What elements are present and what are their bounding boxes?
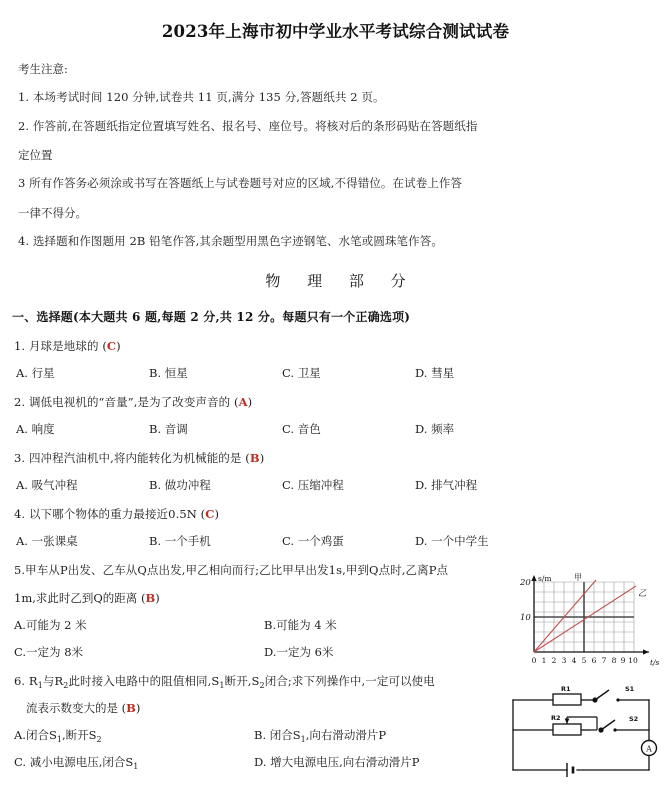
notice-item-2: 2. 作答前,在答题纸指定位置填写姓名、报名号、座位号。将核对后的条形码贴在答题纸指 — [18, 118, 478, 133]
circuit-svg — [505, 682, 663, 782]
x-axis-label: t/s — [650, 658, 660, 667]
question-1-answer: C — [106, 339, 117, 354]
question-6-figure-circuit — [505, 682, 663, 782]
q6-mid-3: 断开,S — [224, 673, 260, 688]
battery — [567, 763, 573, 777]
q6-r1-prefix: 6. R — [14, 673, 38, 688]
y-axis-label: s/m — [538, 574, 552, 583]
question-5-option-b[interactable]: B.可能为 4 米 — [264, 617, 337, 632]
q6-opt-a-mid: ,断开S — [61, 727, 97, 742]
q6-opt-c-pre: C. 减小电源电压,闭合S — [14, 754, 134, 769]
q6-mid-2: 此时接入电路中的阻值相同,S — [68, 673, 220, 688]
notice-item-2-continued: 定位置 — [18, 148, 53, 163]
question-3-answer: B — [249, 451, 260, 466]
q6-sub-s2: 2 — [259, 680, 265, 690]
svg-text:5: 5 — [581, 656, 587, 665]
q6-opt-a-sub2: 2 — [96, 734, 102, 744]
question-2-options — [14, 421, 671, 437]
q6-opt-a-sub1: 1 — [56, 734, 62, 744]
question-4-option-c[interactable]: C. 一个鸡蛋 — [282, 534, 344, 549]
svg-text:10: 10 — [628, 656, 638, 665]
question-6-option-c[interactable] — [14, 754, 254, 770]
st-graph-svg — [512, 570, 664, 672]
question-2-option-b[interactable]: B. 音调 — [149, 422, 188, 437]
question-6-stem-line-2-text: 流表示数变大的是 — [26, 700, 118, 715]
q6-end: 闭合;求下列操作中,一定可以使电 — [264, 673, 435, 688]
switch-s2-contact — [613, 728, 616, 731]
q6-sub-r1: 1 — [37, 680, 43, 690]
question-4-option-d[interactable]: D. 一个中学生 — [415, 534, 489, 549]
q6-opt-c-sub1: 1 — [133, 761, 139, 771]
question-1-number: 1. — [14, 339, 26, 354]
question-5-answer: B — [145, 590, 156, 605]
svg-text:7: 7 — [601, 656, 607, 665]
resistor-r1-label: R1 — [561, 685, 571, 693]
q6-sub-r2: 2 — [63, 680, 69, 690]
q6-opt-b-pre: B. 闭合S — [254, 727, 301, 742]
resistor-r1 — [553, 694, 581, 705]
q6-sub-s1: 1 — [219, 680, 225, 690]
graph-major-gridlines — [534, 582, 634, 652]
question-2-option-a[interactable]: A. 响度 — [16, 422, 55, 437]
svg-text:6: 6 — [591, 656, 597, 665]
question-6-answer: B — [126, 700, 136, 715]
question-3-option-c[interactable]: C. 压缩冲程 — [282, 478, 344, 493]
q6-mid-1: 与R — [42, 673, 64, 688]
svg-text:9: 9 — [620, 656, 626, 665]
slider-arrow — [565, 719, 570, 725]
question-5-option-d[interactable]: D.一定为 6米 — [264, 644, 334, 659]
question-4-answer: C — [205, 507, 215, 522]
question-1-option-c[interactable]: C. 卫星 — [282, 366, 321, 381]
x-axis-arrow — [643, 649, 649, 654]
exam-paper-page — [0, 18, 671, 812]
question-4-options — [14, 533, 671, 549]
svg-text:8: 8 — [611, 656, 617, 665]
q6-opt-b-end: ,向右滑动滑片P — [305, 727, 387, 742]
question-5-option-a[interactable]: A.可能为 2 米 — [14, 617, 87, 632]
question-4-stem: 4. 以下哪个物体的重力最接近0.5N (C) — [14, 507, 220, 522]
x-tick-labels — [532, 656, 638, 665]
notice-item-1: 1. 本场考试时间 120 分钟,试卷共 11 页,满分 135 分,答题纸共 2 页。 — [18, 90, 385, 104]
question-1-text: 月球是地球的 — [28, 339, 99, 354]
question-3-number: 3. — [14, 451, 26, 466]
question-3-option-d[interactable]: D. 排气冲程 — [415, 478, 478, 493]
question-5-stem-line-1: 5.甲车从P出发、乙车从Q点出发,甲乙相向而行;乙比甲早出发1s,甲到Q点时,乙离P点 — [14, 563, 449, 578]
switch-s1-contact — [616, 698, 619, 701]
question-4-text: 以下哪个物体的重力最接近0.5N — [28, 507, 197, 522]
question-2-text: 调低电视机的“音量”,是为了改变声音的 — [28, 395, 231, 410]
question-4-option-b[interactable]: B. 一个手机 — [149, 534, 211, 549]
notice-item-3-continued: 一律不得分。 — [18, 205, 87, 220]
question-6-option-d[interactable]: D. 增大电源电压,向右滑动滑片P — [254, 754, 420, 769]
notice-item-4: 4. 选择题和作图题用 2B 铅笔作答,其余题型用黑色字迹钢笔、水笔或圆珠笔作答。 — [18, 233, 443, 248]
section-heading: 一、选择题(本大题共 6 题,每题 2 分,共 12 分。每题只有一个正确选项) — [12, 310, 411, 325]
question-6-option-b[interactable] — [254, 727, 386, 743]
question-5-figure-graph — [512, 570, 664, 672]
question-2-option-d[interactable]: D. 频率 — [415, 422, 455, 437]
question-6-stem-line-1 — [14, 673, 476, 689]
switch-s1-label: S1 — [625, 685, 635, 693]
question-5-stem-line-2: 1m,求此时乙到Q的距离 (B) — [14, 590, 160, 605]
switch-s1-blade[interactable] — [595, 690, 609, 700]
question-5-stem-line-2-text: 1m,求此时乙到Q的距离 — [14, 590, 138, 605]
question-1-option-d[interactable]: D. 彗星 — [415, 366, 455, 381]
y-tick-20: 20 — [520, 578, 531, 588]
question-2-number: 2. — [14, 395, 26, 410]
subject-heading: 物 理 部 分 — [265, 272, 417, 291]
question-3-option-b[interactable]: B. 做功冲程 — [149, 478, 211, 493]
svg-text:0: 0 — [531, 656, 537, 665]
resistor-r2-label: R2 — [551, 714, 561, 722]
label-jia: 甲 — [574, 573, 582, 582]
ammeter-label: A — [646, 744, 652, 754]
svg-text:1: 1 — [541, 656, 547, 665]
resistor-r2 — [553, 724, 581, 735]
label-yi: 乙 — [638, 589, 647, 599]
switch-s2-label: S2 — [629, 715, 639, 723]
notice-item-3: 3 所有作答务必须涂或书写在答题纸上与试卷题号对应的区域,不得错位。在试卷上作答 — [18, 176, 463, 191]
y-axis-arrow — [531, 575, 536, 581]
question-5-option-c[interactable]: C.一定为 8米 — [14, 644, 84, 659]
page-title: 2023年上海市初中学业水平考试综合测试试卷 — [161, 22, 510, 41]
svg-text:2: 2 — [551, 656, 557, 665]
question-4-option-a[interactable]: A. 一张课桌 — [16, 534, 78, 549]
question-3-option-a[interactable]: A. 吸气冲程 — [16, 478, 78, 493]
question-1-option-a[interactable]: A. 行星 — [16, 366, 55, 381]
question-6-stem-line-2: 流表示数变大的是 (B) — [26, 700, 141, 715]
notice-heading: 考生注意: — [18, 62, 68, 76]
svg-text:3: 3 — [561, 656, 567, 665]
switch-s2-blade[interactable] — [601, 720, 615, 730]
question-1-option-b[interactable]: B. 恒星 — [149, 366, 188, 381]
q6-opt-a-pre: A.闭合S — [14, 727, 57, 742]
question-1-stem: 1. 月球是地球的 (C) — [14, 339, 121, 354]
question-6-option-a[interactable] — [14, 727, 254, 743]
question-3-stem: 3. 四冲程汽油机中,将内能转化为机械能的是 (B) — [14, 451, 265, 466]
question-4-number: 4. — [14, 507, 26, 522]
y-tick-10: 10 — [520, 613, 531, 623]
question-3-options — [14, 477, 671, 493]
question-2-option-c[interactable]: C. 音色 — [282, 422, 321, 437]
line-jia — [534, 580, 596, 652]
question-2-stem: 2. 调低电视机的“音量”,是为了改变声音的 (A) — [14, 395, 253, 410]
svg-text:4: 4 — [571, 656, 577, 665]
question-3-text: 四冲程汽油机中,将内能转化为机械能的是 — [28, 451, 242, 466]
question-2-answer: A — [238, 395, 248, 410]
q6-opt-b-sub1: 1 — [300, 734, 306, 744]
question-1-options — [14, 365, 671, 381]
